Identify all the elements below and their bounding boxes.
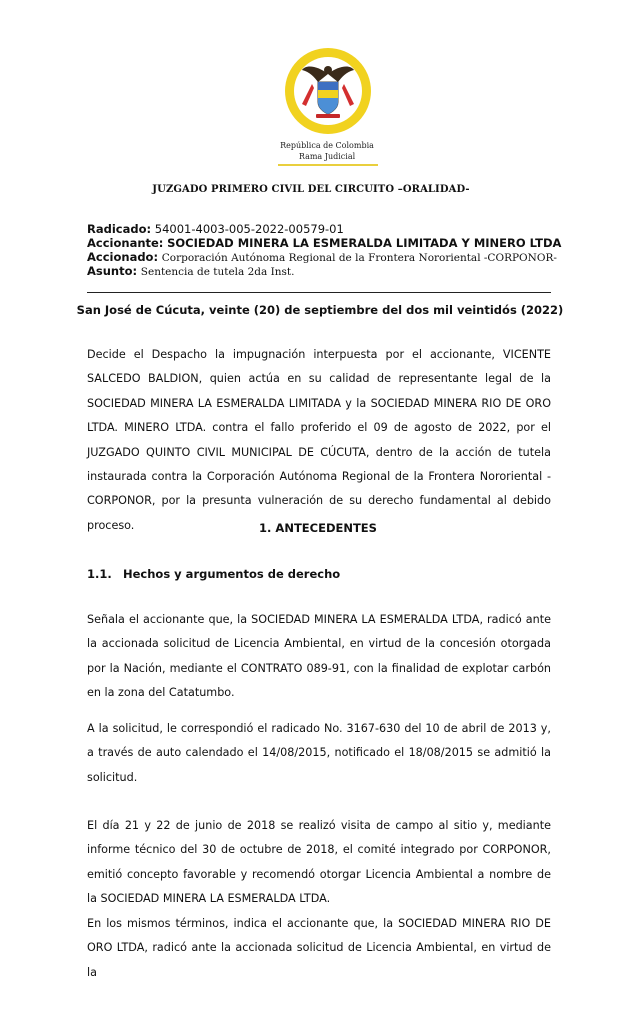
seal-line-republica: República de Colombia bbox=[280, 141, 374, 150]
date-line: San José de Cúcuta, veinte (20) de septiembre del dos mil veintidós (2022) bbox=[76, 303, 564, 317]
body-paragraph: A la solicitud, le correspondió el radicado No. 3167-630 del 10 de abril de 2013 y, a través de auto calendado el 14/08/2015, notificado el 18/08/2015 se admitió la solicitud. bbox=[87, 722, 551, 784]
radicado-label: Radicado: bbox=[87, 222, 152, 236]
body-paragraph: El día 21 y 22 de junio de 2018 se realizó visita de campo al sitio y, mediante informe técnico del 30 de octubre de 2018, el comité integrado por CORPONOR, emitió concepto favorable y recomendó otorgar Licencia Ambiental a nombre de la SOCIEDAD MINERA LA ESMERALDA LTDA. bbox=[87, 819, 551, 906]
subsection-number: 1.1. bbox=[87, 567, 112, 581]
accionante-line bbox=[87, 236, 567, 250]
seal-underline bbox=[278, 164, 378, 166]
body-paragraph: En los mismos términos, indica el accionante que, la SOCIEDAD MINERA RIO DE ORO LTDA, radicó ante la accionada solicitud de Licencia Ambiental, en virtud de la bbox=[87, 917, 551, 979]
accionante-label: Accionante: bbox=[87, 236, 164, 250]
subsection-heading bbox=[87, 567, 340, 581]
accionante-value: SOCIEDAD MINERA LA ESMERALDA LIMITADA Y MINERO LTDA bbox=[167, 236, 562, 250]
asunto-line bbox=[87, 264, 567, 279]
section-title: 1. ANTECEDENTES bbox=[259, 521, 377, 535]
radicado-value: 54001-4003-005-2022-00579-01 bbox=[154, 222, 344, 236]
accionado-line bbox=[87, 250, 567, 265]
accionado-label: Accionado: bbox=[87, 250, 159, 264]
header-divider bbox=[87, 292, 551, 293]
seal-line-rama: Rama Judicial bbox=[298, 152, 356, 161]
asunto-label: Asunto: bbox=[87, 264, 138, 278]
seal-caption bbox=[272, 140, 382, 162]
accionado-value: Corporación Autónoma Regional de la Frontera Nororiental -CORPONOR- bbox=[161, 252, 557, 264]
court-name-heading: JUZGADO PRIMERO CIVIL DEL CIRCUITO –ORALIDAD- bbox=[152, 184, 470, 195]
body-paragraph: Señala el accionante que, la SOCIEDAD MINERA LA ESMERALDA LTDA, radicó ante la accionada solicitud de Licencia Ambiental, en virtud de la concesión otorgada por la Nación, mediante el CONTRATO 089-91, con la finalidad de explotar carbón en la zona del Catatumbo. bbox=[87, 613, 551, 700]
republic-seal bbox=[272, 44, 382, 170]
radicado-line bbox=[87, 222, 567, 236]
coat-of-arms-icon bbox=[280, 44, 376, 138]
asunto-value: Sentencia de tutela 2da Inst. bbox=[140, 266, 295, 278]
intro-paragraph: Decide el Despacho la impugnación interpuesta por el accionante, VICENTE SALCEDO BALDION, quien actúa en su calidad de representante legal de la SOCIEDAD MINERA LA ESMERALDA LIMITADA y la SOCIEDAD MINERA RIO DE ORO LTDA. MINERO LTDA. contra el fallo proferido el 09 de agosto de 2022, por el JUZGADO QUINTO CIVIL MUNICIPAL DE CÚCUTA, dentro de la acción de tutela instaurada contra la Corporación Autónoma Regional de la Frontera Nororiental -CORPONOR, por la presunta vulneración de su derecho fundamental al debido proceso. bbox=[87, 348, 551, 532]
subsection-title: Hechos y argumentos de derecho bbox=[123, 567, 341, 581]
